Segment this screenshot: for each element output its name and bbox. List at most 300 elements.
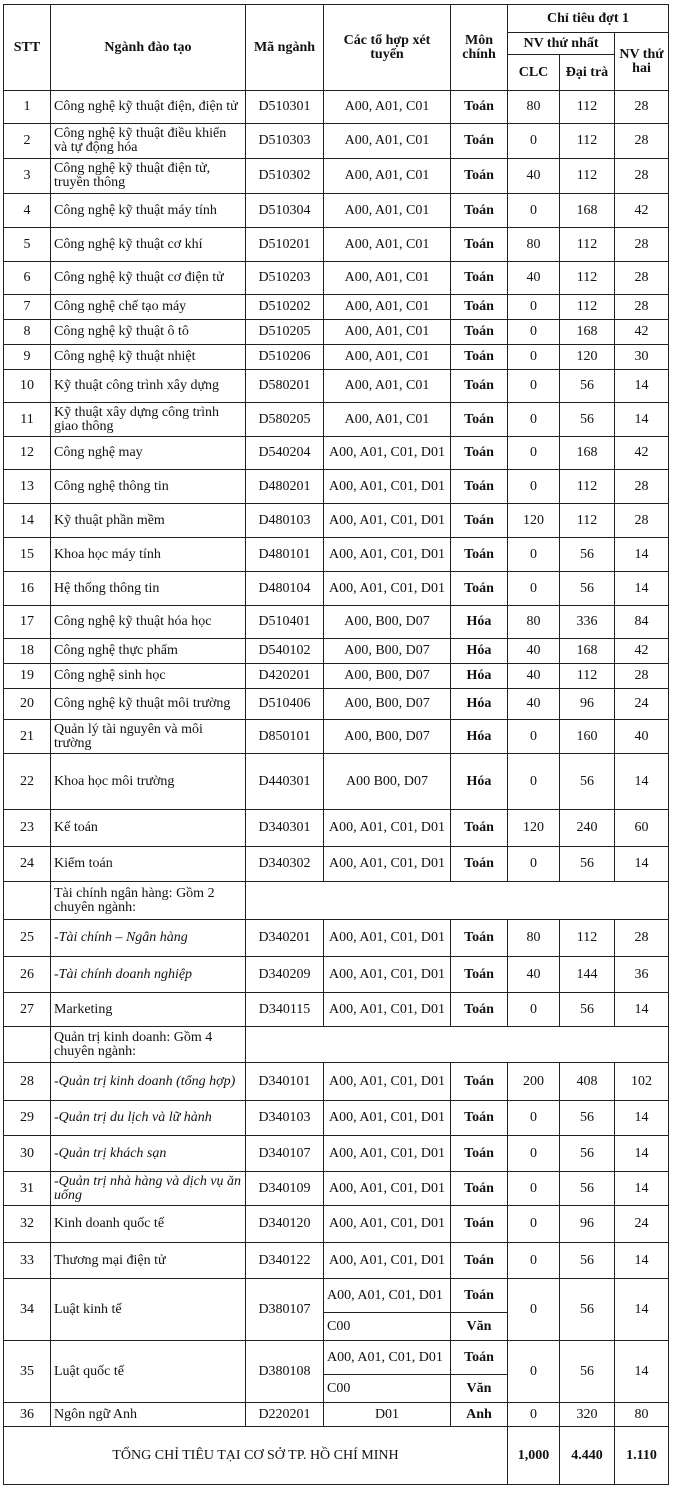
quota-clc: 0 [508,1101,560,1136]
program-code: D220201 [246,1403,324,1427]
program-code: D580201 [246,370,324,403]
table-row [4,345,669,370]
program-name: Công nghệ may [51,437,246,470]
total-clc: 1,000 [508,1427,560,1485]
quota-second-choice: 14 [615,1341,669,1403]
subject-combinations: A00, A01, C01, D01 [324,1136,451,1172]
program-code: D340101 [246,1063,324,1101]
main-subject: Hóa [451,664,508,689]
group-header-row [4,882,669,920]
program-name: Kỹ thuật xây dựng công trình giao thông [51,403,246,437]
subject-combinations: A00, A01, C01, D01 [324,1243,451,1279]
header-second-choice: NV thứ hai [615,33,669,91]
quota-clc: 0 [508,320,560,345]
quota-mass: 112 [560,91,615,124]
main-subject: Hóa [451,606,508,639]
table-row [4,403,669,437]
total-label: TỔNG CHỈ TIÊU TẠI CƠ SỞ TP. HỒ CHÍ MINH [4,1427,508,1485]
main-subject: Toán [451,957,508,993]
program-name: Công nghệ kỹ thuật điện tử, truyền thông [51,159,246,194]
subject-combinations: D01 [324,1403,451,1427]
quota-mass: 168 [560,194,615,228]
quota-clc: 0 [508,1243,560,1279]
program-name: Luật kinh tế [51,1279,246,1341]
subject-combinations: A00, B00, D07 [324,664,451,689]
program-name: Marketing [51,993,246,1027]
row-number: 34 [4,1279,51,1341]
quota-clc: 0 [508,470,560,504]
quota-second-choice: 14 [615,1136,669,1172]
quota-mass: 112 [560,920,615,957]
program-code: D540204 [246,437,324,470]
main-subject: Toán [451,1172,508,1206]
quota-second-choice: 42 [615,639,669,664]
main-subject: Toán [451,538,508,572]
quota-clc: 0 [508,403,560,437]
quota-second-choice: 14 [615,1101,669,1136]
quota-clc: 40 [508,159,560,194]
program-name: Công nghệ kỹ thuật môi trường [51,689,246,720]
table-row [4,606,669,639]
main-subject: Toán [451,345,508,370]
program-code: D580205 [246,403,324,437]
program-code: D340122 [246,1243,324,1279]
program-code: D510201 [246,228,324,262]
subject-combinations-alt: C00 [324,1375,451,1403]
program-name: Công nghệ kỹ thuật điều khiển và tự động hóa [51,124,246,159]
row-number: 32 [4,1206,51,1243]
subject-combinations: A00, A01, C01, D01 [324,993,451,1027]
row-number: 8 [4,320,51,345]
quota-clc: 80 [508,920,560,957]
subject-combinations: A00 B00, D07 [324,754,451,810]
main-subject: Toán [451,437,508,470]
row-number: 3 [4,159,51,194]
program-name: Hệ thống thông tin [51,572,246,606]
row-number: 23 [4,810,51,847]
program-code: D380107 [246,1279,324,1341]
main-subject: Toán [451,847,508,882]
table-row [4,1341,669,1375]
subject-combinations: A00, A01, C01, D01 [324,1279,451,1313]
subject-combinations: A00, A01, C01, D01 [324,572,451,606]
main-subject: Toán [451,993,508,1027]
quota-mass: 56 [560,1279,615,1341]
subject-combinations: A00, B00, D07 [324,606,451,639]
quota-clc: 80 [508,606,560,639]
row-number: 14 [4,504,51,538]
row-number: 24 [4,847,51,882]
quota-mass: 56 [560,572,615,606]
table-row [4,810,669,847]
group-spacer [246,882,669,920]
header-stt: STT [4,5,51,91]
main-subject: Hóa [451,639,508,664]
table-row [4,639,669,664]
quota-mass: 56 [560,403,615,437]
quota-clc: 40 [508,689,560,720]
program-code: D510205 [246,320,324,345]
row-number: 11 [4,403,51,437]
program-name: Ngôn ngữ Anh [51,1403,246,1427]
quota-clc: 0 [508,1172,560,1206]
row-number: 20 [4,689,51,720]
row-number: 27 [4,993,51,1027]
program-code: D510302 [246,159,324,194]
subject-combinations: A00, A01, C01 [324,159,451,194]
table-row [4,228,669,262]
subject-combinations: A00, A01, C01, D01 [324,538,451,572]
quota-second-choice: 30 [615,345,669,370]
program-name: Công nghệ kỹ thuật máy tính [51,194,246,228]
program-name: -Quản trị du lịch và lữ hành [51,1101,246,1136]
header-code: Mã ngành [246,5,324,91]
table-row [4,1063,669,1101]
quota-clc: 0 [508,1136,560,1172]
quota-second-choice: 42 [615,194,669,228]
quota-second-choice: 36 [615,957,669,993]
quota-mass: 112 [560,295,615,320]
program-name: Kỹ thuật phần mềm [51,504,246,538]
total-row [4,1427,669,1485]
table-row [4,262,669,295]
table-row [4,957,669,993]
quota-second-choice: 14 [615,847,669,882]
subject-combinations: A00, A01, C01 [324,403,451,437]
quota-clc: 0 [508,538,560,572]
program-code: D510206 [246,345,324,370]
quota-mass: 56 [560,370,615,403]
main-subject: Toán [451,295,508,320]
main-subject: Hóa [451,720,508,754]
subject-combinations: A00, A01, C01, D01 [324,470,451,504]
quota-clc: 40 [508,262,560,295]
program-name: Kỹ thuật công trình xây dựng [51,370,246,403]
quota-second-choice: 102 [615,1063,669,1101]
table-row [4,1206,669,1243]
main-subject: Hóa [451,689,508,720]
table-row [4,1136,669,1172]
program-code: D340201 [246,920,324,957]
main-subject: Toán [451,504,508,538]
quota-mass: 112 [560,504,615,538]
quota-mass: 168 [560,639,615,664]
subject-combinations: A00, A01, C01 [324,194,451,228]
quota-mass: 56 [560,847,615,882]
program-code: D440301 [246,754,324,810]
program-name: Công nghệ kỹ thuật nhiệt [51,345,246,370]
main-subject: Toán [451,228,508,262]
program-code: D340107 [246,1136,324,1172]
table-row [4,504,669,538]
quota-clc: 120 [508,810,560,847]
subject-combinations: A00, A01, C01 [324,320,451,345]
quota-mass: 112 [560,664,615,689]
group-spacer [246,1027,669,1063]
program-name: -Quản trị kinh doanh (tổng hợp) [51,1063,246,1101]
row-number: 15 [4,538,51,572]
quota-second-choice: 24 [615,1206,669,1243]
program-name: -Quản trị khách sạn [51,1136,246,1172]
table-row [4,689,669,720]
main-subject: Toán [451,1101,508,1136]
quota-mass: 56 [560,993,615,1027]
subject-combinations-alt: C00 [324,1313,451,1341]
quota-second-choice: 40 [615,720,669,754]
row-number: 13 [4,470,51,504]
subject-combinations: A00, A01, C01, D01 [324,920,451,957]
header-combinations: Các tổ hợp xét tuyển [324,5,451,91]
program-code: D340120 [246,1206,324,1243]
main-subject: Toán [451,1279,508,1313]
program-code: D340209 [246,957,324,993]
quota-clc: 0 [508,1279,560,1341]
row-number-empty [4,882,51,920]
program-name: Kinh doanh quốc tế [51,1206,246,1243]
table-row [4,538,669,572]
quota-second-choice: 28 [615,504,669,538]
row-number: 29 [4,1101,51,1136]
main-subject: Toán [451,370,508,403]
quota-mass: 112 [560,470,615,504]
subject-combinations: A00, A01, C01, D01 [324,1206,451,1243]
program-code: D510203 [246,262,324,295]
quota-mass: 168 [560,437,615,470]
program-name: Công nghệ kỹ thuật ô tô [51,320,246,345]
subject-combinations: A00, A01, C01, D01 [324,1101,451,1136]
quota-clc: 200 [508,1063,560,1101]
table-row [4,1243,669,1279]
quota-second-choice: 14 [615,370,669,403]
quota-mass: 56 [560,538,615,572]
quota-clc: 80 [508,228,560,262]
row-number: 5 [4,228,51,262]
quota-clc: 0 [508,754,560,810]
program-code: D510303 [246,124,324,159]
row-number: 2 [4,124,51,159]
group-title: Quản trị kinh doanh: Gồm 4 chuyên ngành: [51,1027,246,1063]
header-first-choice: NV thứ nhất [508,33,615,55]
quota-mass: 320 [560,1403,615,1427]
header-clc: CLC [508,55,560,91]
quota-mass: 56 [560,754,615,810]
program-name: Thương mại điện tử [51,1243,246,1279]
subject-combinations: A00, A01, C01, D01 [324,504,451,538]
program-code: D340109 [246,1172,324,1206]
row-number: 9 [4,345,51,370]
quota-second-choice: 14 [615,1172,669,1206]
quota-clc: 0 [508,1403,560,1427]
subject-combinations: A00, A01, C01 [324,124,451,159]
subject-combinations: A00, A01, C01 [324,295,451,320]
program-code: D510401 [246,606,324,639]
table-row [4,320,669,345]
program-name: Luật quốc tế [51,1341,246,1403]
quota-clc: 0 [508,847,560,882]
quota-clc: 0 [508,1206,560,1243]
quota-second-choice: 14 [615,993,669,1027]
table-row [4,437,669,470]
table-row [4,194,669,228]
row-number: 22 [4,754,51,810]
program-code: D340103 [246,1101,324,1136]
row-number: 16 [4,572,51,606]
program-name: Công nghệ sinh học [51,664,246,689]
row-number: 31 [4,1172,51,1206]
header-main-subject: Môn chính [451,5,508,91]
program-name: Công nghệ thực phẩm [51,639,246,664]
subject-combinations: A00, A01, C01, D01 [324,1341,451,1375]
quota-second-choice: 80 [615,1403,669,1427]
quota-second-choice: 24 [615,689,669,720]
program-name: Công nghệ thông tin [51,470,246,504]
quota-mass: 56 [560,1101,615,1136]
subject-combinations: A00, B00, D07 [324,639,451,664]
row-number: 28 [4,1063,51,1101]
quota-second-choice: 14 [615,403,669,437]
header-quota-round1: Chỉ tiêu đợt 1 [508,5,669,33]
subject-combinations: A00, B00, D07 [324,689,451,720]
quota-mass: 96 [560,689,615,720]
program-code: D340115 [246,993,324,1027]
quota-mass: 56 [560,1172,615,1206]
table-row [4,295,669,320]
subject-combinations: A00, A01, C01, D01 [324,957,451,993]
program-name: -Tài chính – Ngân hàng [51,920,246,957]
quota-mass: 112 [560,228,615,262]
quota-mass: 112 [560,124,615,159]
program-code: D510406 [246,689,324,720]
main-subject: Toán [451,1063,508,1101]
quota-second-choice: 60 [615,810,669,847]
program-name: -Tài chính doanh nghiệp [51,957,246,993]
group-header-row [4,1027,669,1063]
admission-quota-table [3,4,669,1485]
quota-second-choice: 14 [615,1279,669,1341]
row-number: 6 [4,262,51,295]
row-number: 26 [4,957,51,993]
table-row [4,1403,669,1427]
main-subject: Toán [451,1206,508,1243]
quota-second-choice: 28 [615,262,669,295]
quota-mass: 112 [560,159,615,194]
quota-second-choice: 28 [615,228,669,262]
program-code: D480103 [246,504,324,538]
header-mass: Đại trà [560,55,615,91]
main-subject: Toán [451,194,508,228]
main-subject-alt: Văn [451,1313,508,1341]
quota-second-choice: 28 [615,470,669,504]
subject-combinations: A00, A01, C01, D01 [324,1172,451,1206]
main-subject: Toán [451,91,508,124]
program-name: Công nghệ chế tạo máy [51,295,246,320]
quota-mass: 144 [560,957,615,993]
quota-mass: 56 [560,1341,615,1403]
main-subject: Toán [451,320,508,345]
quota-second-choice: 14 [615,538,669,572]
header-program: Ngành đào tạo [51,5,246,91]
program-name: Quản lý tài nguyên và môi trường [51,720,246,754]
table-row [4,720,669,754]
row-number: 7 [4,295,51,320]
quota-mass: 56 [560,1243,615,1279]
quota-clc: 80 [508,91,560,124]
row-number: 18 [4,639,51,664]
quota-second-choice: 42 [615,437,669,470]
table-row [4,159,669,194]
program-code: D540102 [246,639,324,664]
main-subject: Toán [451,810,508,847]
subject-combinations: A00, B00, D07 [324,720,451,754]
subject-combinations: A00, A01, C01, D01 [324,437,451,470]
quota-mass: 112 [560,262,615,295]
quota-clc: 0 [508,1341,560,1403]
program-code: D380108 [246,1341,324,1403]
program-name: Kế toán [51,810,246,847]
quota-clc: 0 [508,437,560,470]
program-name: Công nghệ kỹ thuật hóa học [51,606,246,639]
quota-second-choice: 84 [615,606,669,639]
quota-clc: 0 [508,124,560,159]
program-code: D340302 [246,847,324,882]
quota-mass: 240 [560,810,615,847]
subject-combinations: A00, A01, C01, D01 [324,810,451,847]
quota-mass: 336 [560,606,615,639]
quota-clc: 120 [508,504,560,538]
program-code: D420201 [246,664,324,689]
row-number: 19 [4,664,51,689]
table-row [4,572,669,606]
table-row [4,1172,669,1206]
quota-second-choice: 28 [615,664,669,689]
quota-clc: 0 [508,295,560,320]
total-mass: 4.440 [560,1427,615,1485]
quota-second-choice: 28 [615,920,669,957]
program-name: Công nghệ kỹ thuật điện, điện tử [51,91,246,124]
program-name: -Quản trị nhà hàng và dịch vụ ăn uống [51,1172,246,1206]
row-number: 4 [4,194,51,228]
table-row [4,993,669,1027]
main-subject: Anh [451,1403,508,1427]
program-code: D340301 [246,810,324,847]
quota-clc: 0 [508,720,560,754]
subject-combinations: A00, A01, C01 [324,91,451,124]
row-number: 1 [4,91,51,124]
main-subject: Toán [451,572,508,606]
quota-clc: 40 [508,639,560,664]
quota-second-choice: 28 [615,295,669,320]
quota-mass: 120 [560,345,615,370]
table-row [4,470,669,504]
row-number: 12 [4,437,51,470]
quota-second-choice: 28 [615,159,669,194]
table-row [4,1101,669,1136]
main-subject: Toán [451,124,508,159]
program-name: Kiểm toán [51,847,246,882]
quota-second-choice: 14 [615,1243,669,1279]
total-second-choice: 1.110 [615,1427,669,1485]
main-subject: Hóa [451,754,508,810]
table-row [4,1279,669,1313]
program-code: D480101 [246,538,324,572]
main-subject: Toán [451,1136,508,1172]
main-subject: Toán [451,470,508,504]
main-subject: Toán [451,403,508,437]
quota-clc: 40 [508,957,560,993]
program-name: Công nghệ kỹ thuật cơ khí [51,228,246,262]
row-number: 35 [4,1341,51,1403]
quota-mass: 160 [560,720,615,754]
